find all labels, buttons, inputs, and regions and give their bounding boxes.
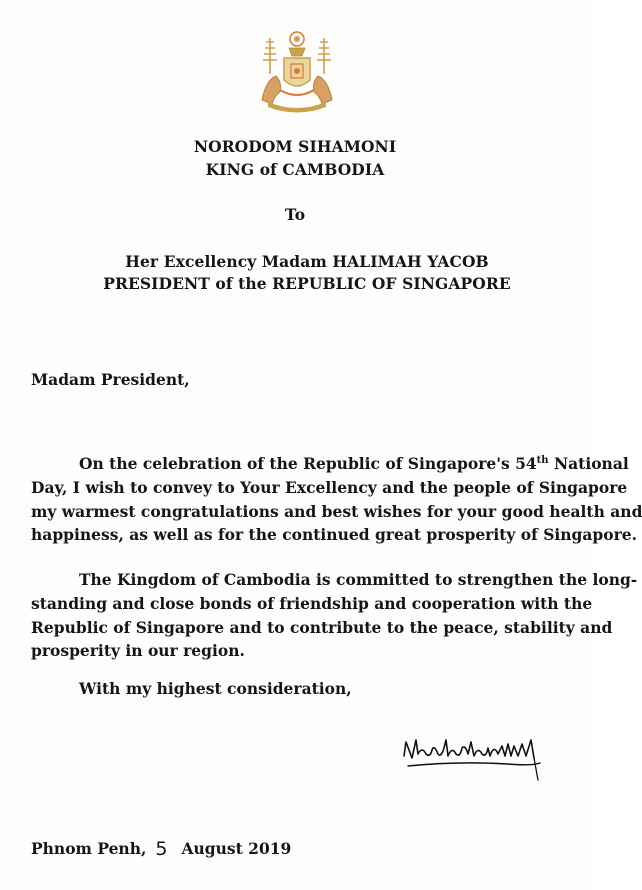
paragraph-line: happiness, as well as for the continued great prosperity of Singapore. (31, 525, 638, 545)
paragraph-line: standing and close bonds of friendship and cooperation with the (31, 593, 593, 613)
paragraph-line: prosperity in our region. (31, 641, 245, 661)
salutation: Madam President, (31, 370, 190, 389)
paragraph-line: On the celebration of the Republic of Singapore's 54th National (79, 454, 629, 473)
recipient-name: Her Excellency Madam HALIMAH YACOB (125, 252, 489, 271)
month-year: August 2019 (181, 839, 292, 858)
sender-title: KING of CAMBODIA (205, 160, 385, 179)
handwritten-day: 5 (155, 838, 168, 860)
sender-name: NORODOM SIHAMONI (193, 137, 397, 156)
handwritten-signature (398, 728, 548, 786)
closing-line: With my highest consideration, (79, 679, 352, 698)
paragraph-line: Day, I wish to convey to Your Excellency and the people of Singapore (31, 477, 628, 497)
paragraph-congratulations (31, 452, 642, 547)
recipient-title: PRESIDENT of the REPUBLIC OF SINGAPORE (103, 274, 511, 293)
ordinal-suffix: th (536, 454, 549, 466)
royal-coat-of-arms-emblem (258, 30, 336, 112)
paragraph-commitment (31, 568, 638, 663)
paragraph-line: my warmest congratulations and best wishes for your good health and (31, 501, 642, 521)
to-label: To (284, 205, 306, 224)
paragraph-line: The Kingdom of Cambodia is committed to strengthen the long- (79, 570, 638, 589)
place-label: Phnom Penh, (31, 839, 147, 858)
place-and-date (31, 837, 291, 859)
paragraph-line: Republic of Singapore and to contribute to the peace, stability and (31, 617, 613, 637)
